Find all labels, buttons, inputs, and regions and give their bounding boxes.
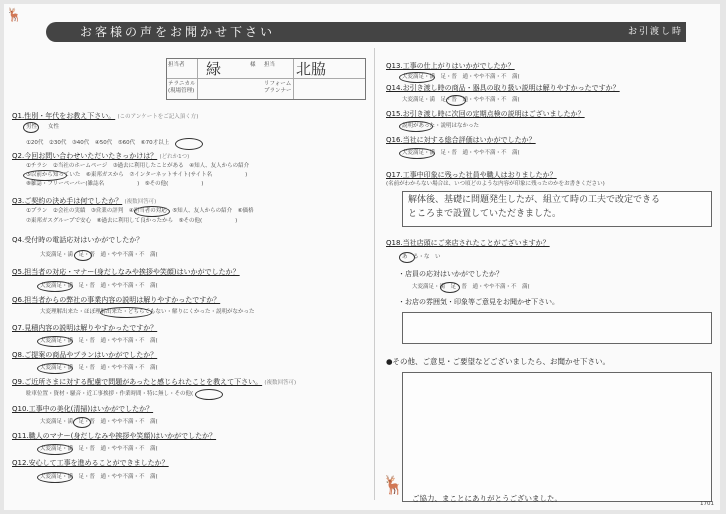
q15-label: Q15.お引き渡し時に次回の定期点検の説明はございましたか？ [386,110,585,118]
q18-label: Q18.当社店頭にご来店されたことがございますか？ [386,239,550,247]
q11-circle [37,444,73,455]
q13-scale: 大変満足・満 足・普 通・やや不満・不 満( [402,74,520,80]
q4-circle [74,250,92,261]
q2-line2: ⑤以前から知っていた ⑥東邦ガスから ⑦インターネットサイト(サイト名 ) [26,172,248,178]
opinion-label: ●その他、ご意見・ご要望などございましたら、お聞かせ下さい。 [386,357,611,366]
q7-label: Q7.見積内容の説明は解りやすかったですか？ [12,324,158,332]
q17-note: (名前がわからない場合は、いつ頃どのような内容が印象に残ったのかをお書きください) [386,181,605,187]
q4-label: Q4.受付時の電話応対はいかがでしたか？ [12,236,144,244]
q3-line1: ①プラン ②会社の実績 ③営業の評判 ④担当者の対応 ⑤知人、友人からの紹介 ⑥価格 [26,208,254,214]
field-label-5: リフォーム [264,81,292,87]
q14-label: Q14.お引き渡し時の商品・器具の取り扱い説明は解りやすかったですか？ [386,84,620,92]
q9-circle [195,389,223,400]
handwritten-name-2: 北脇 [296,60,327,78]
q7-circle [37,336,73,347]
q15-scale: 説明があった・説明はなかった [402,123,479,129]
q10-circle [73,417,91,428]
page-title: お客様の声をお聞かせ下さい [80,25,276,39]
q16-scale: 大変満足・満 足・普 通・やや不満・不 満( [402,150,520,156]
q11-label: Q11.職人のマナー(身だしなみや挨拶や笑顔)はいかがでしたか？ [12,432,217,440]
q5-label: Q5.担当者の対応・マナー(身だしなみや挨拶や笑顔)はいかがでしたか？ [12,268,240,276]
q14-scale: 大変満足・満 足・普 通・やや不満・不 満( [402,97,520,103]
opinion-box[interactable] [402,372,712,502]
q8-label: Q8.ご提案の商品やプランはいかがでしたか？ [12,351,158,359]
q10-label: Q10.工事中の美化(清掃)はいかがでしたか？ [12,405,154,413]
q2-line1: ①チラシ ②当社のホームページ ③過去に利用したことがある ④知人、友人からの紹介 [26,163,250,169]
q6-circle [100,307,152,318]
field-label-2b: (現場管理) [168,88,195,94]
deer-illustration-icon: 🦌 [382,475,405,496]
q10-scale: 大変満足・満 足・普 通・やや不満・不 満( [40,419,158,425]
handwritten-name-1: 緑 [206,60,222,78]
atmosphere-box[interactable] [402,312,712,344]
q4-scale: 大変満足・満 足・普 通・やや不満・不 満( [40,252,158,258]
q1-label: Q1.性別・年代をお教え下さい。 (このアンケートをご記入頂く方) [12,112,199,120]
q17-handwritten-line2: ところまで設置していただきました。 [408,209,562,219]
q14-circle [446,95,466,106]
q6-scale: 大変理解出来た・ほぼ理解出来た・どちらでもない・解りにくかった・説明がなかった [40,309,255,315]
delivery-label: お引渡し時 [628,27,684,37]
q17-label: Q17.工事中印象に残った社員や職人はおりましたか？ [386,171,557,179]
q7-scale: 大変満足・満 足・普 通・やや不満・不 満( [40,338,158,344]
deer-logo-icon: 🦌 [6,8,23,23]
staff-label: ・店員の応対はいかがでしたか？ [398,270,503,278]
column-divider [374,48,375,500]
thank-you-text: ご協力、まことにありがとうございました。 [412,494,562,503]
staff-scale: 大変満足・満 足・普 通・やや不満・不 満( [412,284,530,290]
q18-options: あ る・な い [402,254,441,260]
q1-circle-age [175,138,203,150]
q8-scale: 大変満足・満 足・普 通・やや不満・不 満( [40,365,158,371]
q2-line3: ⑧雑誌・フリーペーパー(雑誌名 ) ⑨その他( ) [26,181,204,187]
q12-circle [37,472,73,483]
q13-label: Q13.工事の仕上がりはいかがでしたか？ [386,62,515,70]
q5-circle [37,281,73,292]
q17-handwritten-line1: 解体後、基礎に問題発生したが、組立て時の工夫で改定できる [408,195,661,205]
q9-options: 駐車位置・資材・騒音・近工事挨拶・作業時間・特に無し・その他( [26,391,194,397]
q9-label: Q9.ご近所さまに対する配慮で問題があったと感じられたことを教えて下さい。 (複数回答可) [12,378,297,386]
staff-circle [440,282,460,293]
q3-line2: ⑦東邦ガスグループで安心 ⑧過去に利用して良かったから ⑨その他( ) [26,218,238,224]
page-code: 1701 [700,501,714,507]
field-label-5b: プランナー [264,88,292,94]
q1-gender: 男性 女性 [26,124,60,130]
q11-scale: 大変満足・満 足・普 通・やや不満・不 満( [40,446,158,452]
q8-circle [37,363,73,374]
q15-circle [399,121,433,132]
q12-label: Q12.安心して工事を進めることができましたか？ [12,459,169,467]
q13-circle [399,72,435,83]
q2-label: Q2.今回お問い合わせいただいたきっかけは？ (どれか1つ) [12,152,190,160]
q3-label: Q3.ご契約の決め手は何でしたか？ (複数回答可) [12,197,157,205]
field-label-2: テラニカル [168,81,196,87]
q6-label: Q6.担当者からの弊社の事業内容の説明は解りやすかったですか？ [12,296,221,304]
q2-circle [23,170,67,181]
q1-ages: ①20代 ②30代 ③40代 ④50代 ⑤60代 ⑥70才以上 [26,140,170,146]
q16-label: Q16.当社に対する総合評価はいかがでしたか？ [386,136,536,144]
field-label-4: 担当 [264,62,276,68]
field-label-1: 担当者 [168,62,185,68]
q3-circle [134,206,170,217]
field-label-3: 様 [250,62,256,68]
q1-circle-gender [23,122,39,133]
q12-scale: 大変満足・満 足・普 通・やや不満・不 満( [40,474,158,480]
q18-circle [399,252,415,263]
q5-scale: 大変満足・満 足・普 通・やや不満・不 満( [40,283,158,289]
q16-circle [399,148,435,159]
atmosphere-label: ・お店の雰囲気・印象等ご意見をお聞かせ下さい。 [398,298,559,306]
